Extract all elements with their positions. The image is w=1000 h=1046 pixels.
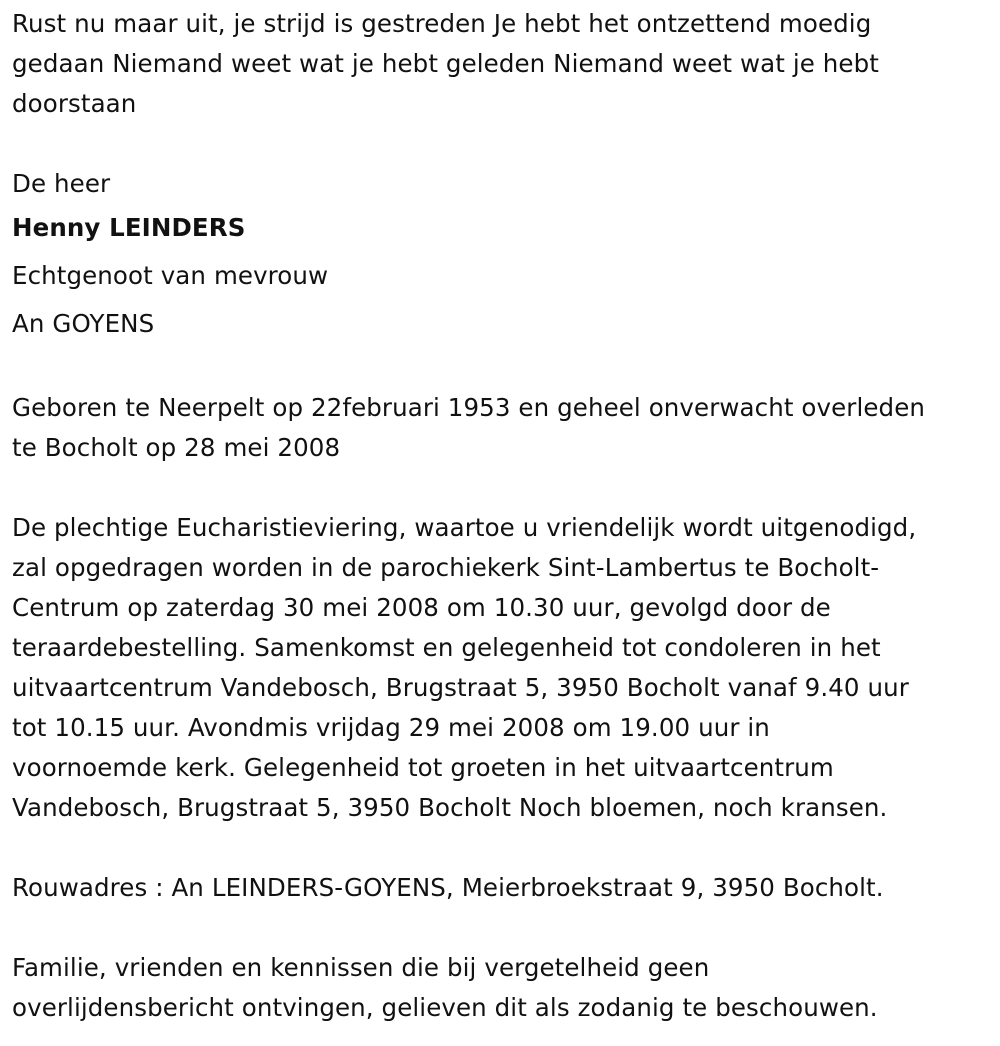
closing-line: Familie, vrienden en kennissen die bij vergetelheid geen: [12, 953, 710, 982]
ceremony-line: Centrum op zaterdag 30 mei 2008 om 10.30 uur, gevolgd door de: [12, 593, 831, 622]
ceremony-line: tot 10.15 uur. Avondmis vrijdag 29 mei 2008 om 19.00 uur in: [12, 713, 770, 742]
mourning-address: Rouwadres : An LEINDERS-GOYENS, Meierbroekstraat 9, 3950 Bocholt.: [12, 873, 884, 902]
ceremony-line: Vandebosch, Brugstraat 5, 3950 Bocholt Noch bloemen, noch kransen.: [12, 793, 888, 822]
motto-line: gedaan Niemand weet wat je hebt geleden Niemand weet wat je hebt: [12, 49, 879, 78]
obituary-notice: [12, 4, 992, 1028]
birth-death-line: te Bocholt op 28 mei 2008: [12, 433, 341, 462]
spacer: [12, 468, 992, 508]
salutation: De heer: [12, 169, 111, 198]
ceremony-line: voornoemde kerk. Gelegenheid tot groeten in het uitvaartcentrum: [12, 753, 834, 782]
person-block: [12, 164, 992, 348]
birth-death-paragraph: [12, 388, 992, 468]
motto-line: doorstaan: [12, 89, 137, 118]
spacer: [12, 124, 992, 164]
address-paragraph: [12, 868, 992, 908]
ceremony-line: zal opgedragen worden in de parochiekerk Sint-Lambertus te Bocholt-: [12, 553, 880, 582]
ceremony-line: De plechtige Eucharistieviering, waartoe u vriendelijk wordt uitgenodigd,: [12, 513, 917, 542]
closing-line: overlijdensbericht ontvingen, gelieven dit als zodanig te beschouwen.: [12, 993, 878, 1022]
relation-text: Echtgenoot van mevrouw: [12, 261, 329, 290]
ceremony-line: teraardebestelling. Samenkomst en gelegenheid tot condoleren in het: [12, 633, 881, 662]
motto-line: Rust nu maar uit, je strijd is gestreden Je hebt het ontzettend moedig: [12, 9, 872, 38]
ceremony-paragraph: [12, 508, 992, 828]
deceased-name: Henny LEINDERS: [12, 213, 246, 242]
spacer: [12, 828, 992, 868]
birth-death-line: Geboren te Neerpelt op 22februari 1953 en geheel onverwacht overleden: [12, 393, 925, 422]
closing-paragraph: [12, 948, 992, 1028]
motto-paragraph: [12, 4, 992, 124]
spacer: [12, 908, 992, 948]
spouse-name: An GOYENS: [12, 309, 155, 338]
ceremony-line: uitvaartcentrum Vandebosch, Brugstraat 5, 3950 Bocholt vanaf 9.40 uur: [12, 673, 909, 702]
spacer: [12, 348, 992, 388]
